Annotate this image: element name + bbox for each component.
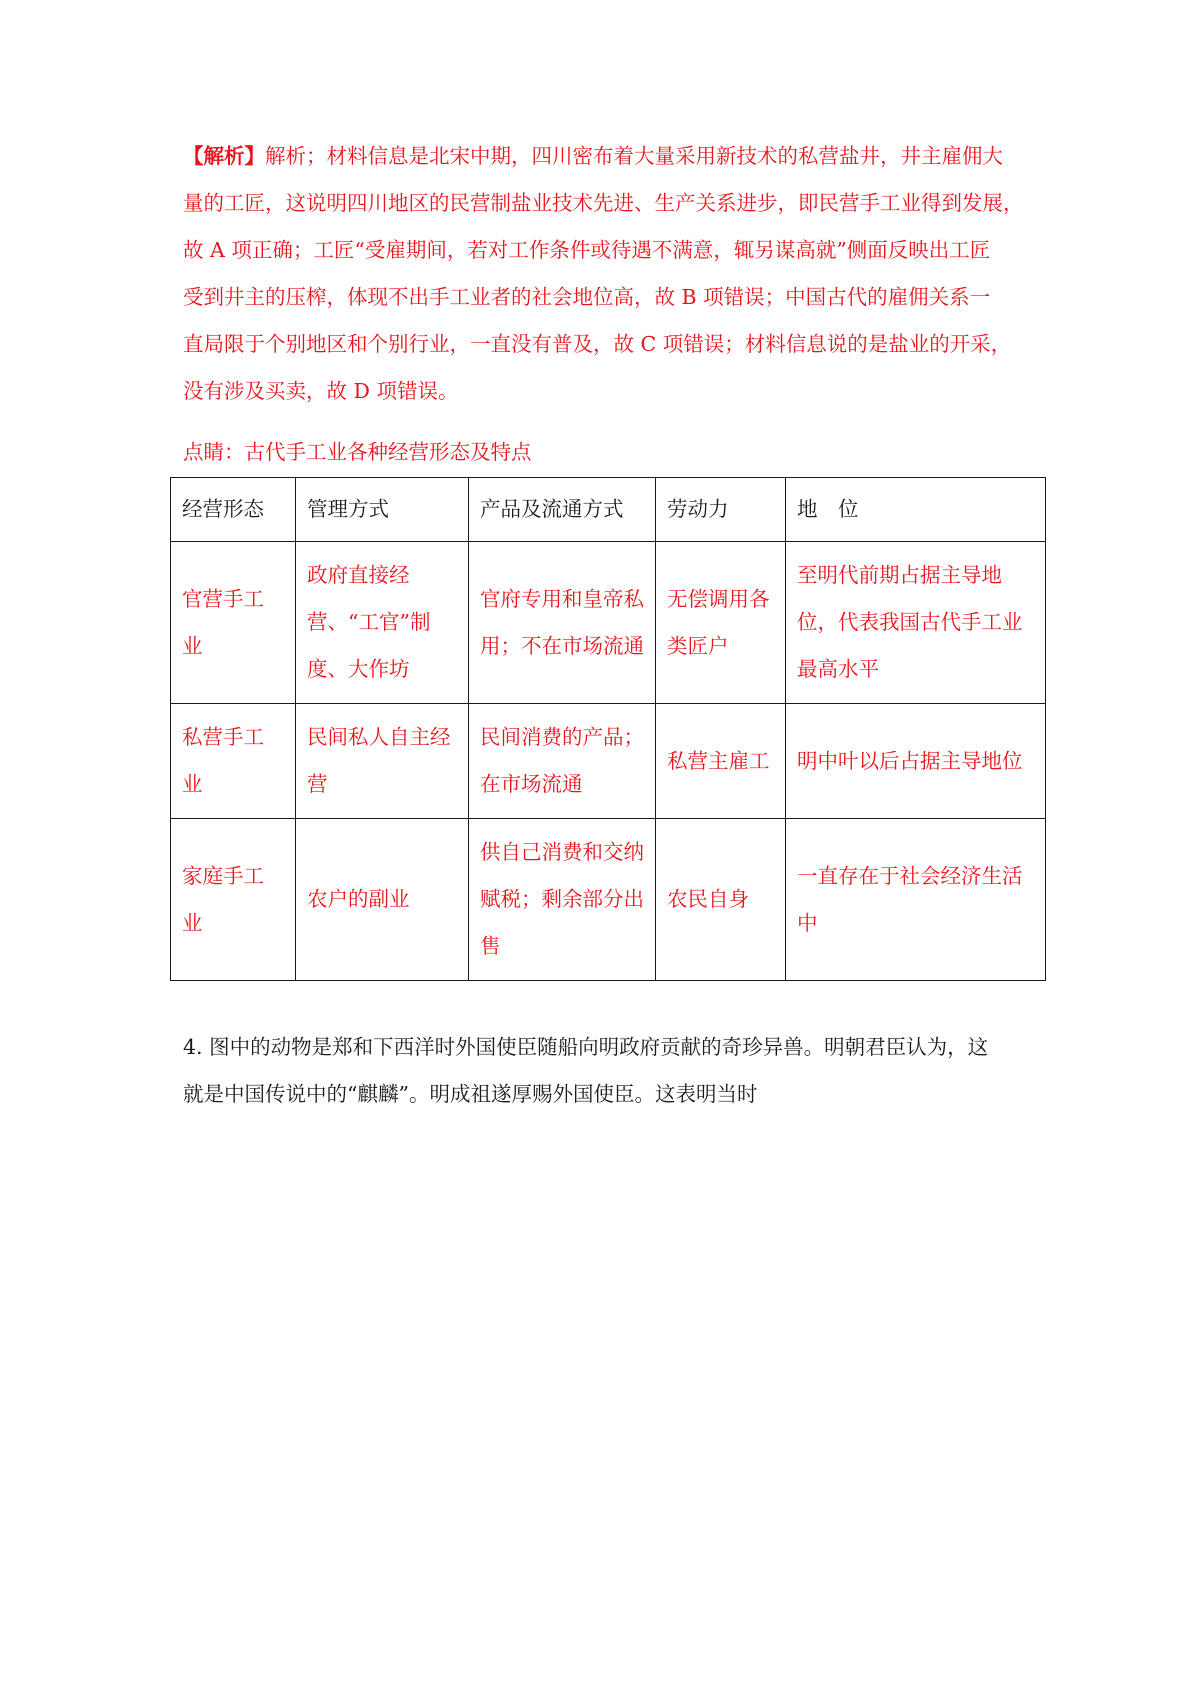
table-cell: 农民自身: [656, 819, 786, 981]
analysis-line-4: 受到井主的压榨，体现不出手工业者的社会地位高，故 B 项错误；中国古代的雇佣关系一: [183, 285, 991, 309]
table-header-cell: 产品及流通方式: [469, 478, 656, 542]
table-cell: 官营手工业: [171, 542, 296, 704]
table-header-cell: 地 位: [786, 478, 1046, 542]
table-cell: 家庭手工业: [171, 819, 296, 981]
table-row: [171, 819, 1046, 981]
handicraft-table: [170, 477, 1046, 981]
table-cell: 官府专用和皇帝私用；不在市场流通: [469, 542, 656, 704]
table-cell: 一直存在于社会经济生活中: [786, 819, 1046, 981]
question-4: [183, 1024, 1043, 1118]
analysis-tag: 【解析】: [183, 144, 265, 168]
table-cell: 民间私人自主经营: [296, 704, 469, 819]
table-cell: 明中叶以后占据主导地位: [786, 704, 1046, 819]
question-4-line-2: 就是中国传说中的“麒麟”。明成祖遂厚赐外国使臣。这表明当时: [183, 1082, 758, 1106]
table-row: [171, 704, 1046, 819]
analysis-line-5: 直局限于个别地区和个别行业，一直没有普及，故 C 项错误；材料信息说的是盐业的开采，: [183, 332, 1012, 356]
table-header-cell: 劳动力: [656, 478, 786, 542]
table-cell: 农户的副业: [296, 819, 469, 981]
analysis-paragraph: [183, 133, 1033, 415]
table-cell: 政府直接经营、“工官”制度、大作坊: [296, 542, 469, 704]
table-header-row: [171, 478, 1046, 542]
table-cell: 供自己消费和交纳赋税；剩余部分出售: [469, 819, 656, 981]
table-cell: 无偿调用各类匠户: [656, 542, 786, 704]
table-row: [171, 542, 1046, 704]
analysis-line-1: 【解析】解析；材料信息是北宋中期，四川密布着大量采用新技术的私营盐井，井主雇佣大: [183, 144, 1003, 168]
table-cell: 私营手工业: [171, 704, 296, 819]
table-header-cell: 管理方式: [296, 478, 469, 542]
table-cell: 民间消费的产品；在市场流通: [469, 704, 656, 819]
analysis-line-6: 没有涉及买卖，故 D 项错误。: [183, 379, 459, 403]
table-cell: 至明代前期占据主导地位，代表我国古代手工业最高水平: [786, 542, 1046, 704]
question-4-line-1: 4. 图中的动物是郑和下西洋时外国使臣随船向明政府贡献的奇珍异兽。明朝君臣认为，这: [183, 1035, 989, 1059]
analysis-line-2: 量的工匠，这说明四川地区的民营制盐业技术先进、生产关系进步，即民营手工业得到发展，: [183, 191, 1024, 215]
table-header-cell: 经营形态: [171, 478, 296, 542]
analysis-line-3: 故 A 项正确；工匠“受雇期间，若对工作条件或待遇不满意，辄另谋高就”侧面反映出工匠: [183, 238, 991, 262]
table-cell: 私营主雇工: [656, 704, 786, 819]
dianjing-heading: 点睛：古代手工业各种经营形态及特点: [183, 440, 532, 464]
